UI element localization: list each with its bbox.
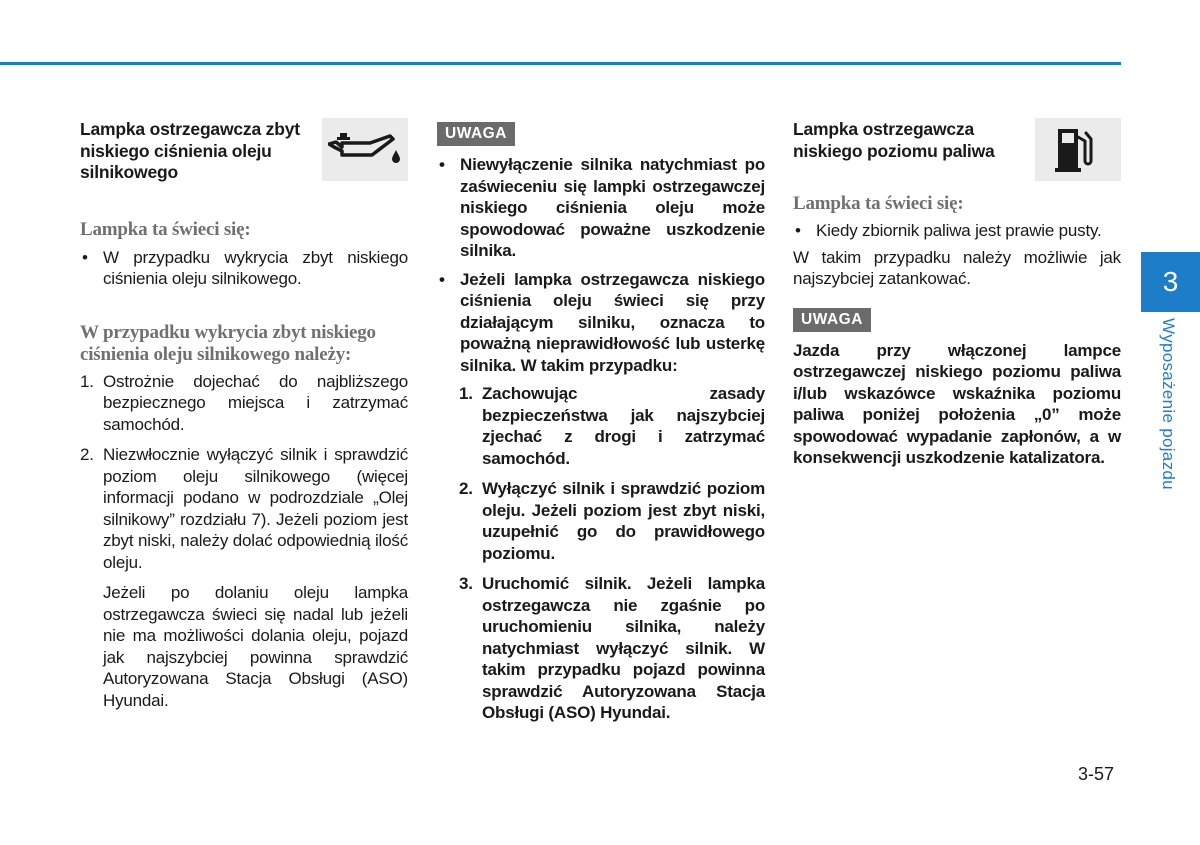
left-steps [80, 371, 408, 574]
step-number: 1. [80, 371, 94, 391]
list-item [80, 371, 408, 436]
fuel-header [793, 118, 1121, 181]
list-item [459, 573, 765, 724]
middle-bullets [437, 154, 765, 376]
step-number: 3. [459, 574, 473, 593]
step-text: Wyłączyć silnik i sprawdzić poziom oleju. Jeżeli poziom jest zbyt niski, uzupełnić go do prawidłowego poziomu. [482, 479, 765, 563]
step-text: Niezwłocznie wyłączyć silnik i sprawdzić poziom oleju silnikowego (więcej informacji podano w podrozdziale „Olej silnikowy” rozdziału 7). Jeżeli poziom jest zbyt niski, należy dolać odpowiednią ilość oleju. [103, 445, 408, 572]
oil-can-icon [322, 118, 408, 181]
subhead-actions: W przypadku wykrycia zbyt niskiego ciśnienia oleju silnikowego należy: [80, 321, 376, 365]
chapter-title: Wyposażenie pojazdu [1159, 318, 1178, 490]
subhead-lamp-on: Lampka ta świeci się: [80, 218, 251, 240]
after-note: Jeżeli po dolaniu oleju lampka ostrzegawcza świeci się nadal lub jeżeli nie ma możliwości dolania oleju, pojazd jak najszybciej powinna sprawdzić Autoryzowana Stacja Obsługi (ASO) Hyundai. [103, 583, 408, 710]
middle-column [437, 122, 765, 724]
step-text: Zachowując zasady bezpieczeństwa jak najszybciej zjechać z drogi i zatrzymać samochód. [482, 384, 765, 468]
oil-pressure-title: Lampka ostrzegawcza zbyt niskiego ciśnienia oleju silnikowego [80, 119, 300, 182]
list-item: • Kiedy zbiornik paliwa jest prawie pusty. [793, 220, 1121, 242]
fuel-title: Lampka ostrzegawcza niskiego poziomu paliwa [793, 119, 995, 161]
right-bullets [793, 220, 1121, 242]
page-number: 3-57 [1078, 764, 1115, 784]
list-item: • Niewyłączenie silnika natychmiast po zaświeceniu się lampki ostrzegawczej niskiego ciśnienia oleju może spowodować poważne uszkodzenie silnika. [437, 154, 765, 262]
caution-badge-wrap [793, 308, 1121, 332]
list-item [80, 444, 408, 573]
step-number: 2. [459, 479, 473, 498]
list-item: • Jeżeli lampka ostrzegawcza niskiego ciśnienia oleju świeci się przy działającym silniku, oznacza to poważną nieprawidłowość lub usterkę silnika. W takim przypadku: [437, 269, 765, 377]
step-number: 1. [459, 384, 473, 403]
chapter-number-tab: 3 [1141, 252, 1200, 312]
right-column [793, 118, 1121, 469]
caution-badge: UWAGA [793, 308, 871, 332]
step-number: 2. [80, 445, 94, 464]
left-bullets [80, 247, 408, 290]
refuel-paragraph: W takim przypadku należy możliwie jak najszybciej zatankować. [793, 247, 1121, 288]
left-column [80, 118, 408, 711]
list-item [459, 478, 765, 564]
top-rule [0, 62, 1121, 65]
caution-badge: UWAGA [437, 122, 515, 146]
middle-steps [437, 383, 765, 724]
oil-pressure-header [80, 118, 408, 184]
subhead-lamp-on: Lampka ta świeci się: [793, 193, 964, 214]
list-item [459, 383, 765, 469]
step-text: Uruchomić silnik. Jeżeli lampka ostrzegawcza nie zgaśnie po uruchomieniu silnika, należy natychmiast wyłączyć silnik. W takim przypadku pojazd powinna sprawdzić Autoryzowana Stacja Obsługi (ASO) Hyundai. [482, 574, 765, 722]
fuel-warning-text: Jazda przy włączonej lampce ostrzegawczej niskiego poziomu paliwa i/lub wskazówce wskaźnika poziomu paliwa poniżej położenia „0” może spowodować wypadanie zapłonów, a w konsekwencji uszkodzenie katalizatora. [793, 340, 1121, 467]
list-item: • W przypadku wykrycia zbyt niskiego ciśnienia oleju silnikowego. [80, 247, 408, 290]
fuel-pump-icon [1035, 118, 1121, 181]
step-text: Ostrożnie dojechać do najbliższego bezpiecznego miejsca i zatrzymać samochód. [103, 371, 408, 434]
